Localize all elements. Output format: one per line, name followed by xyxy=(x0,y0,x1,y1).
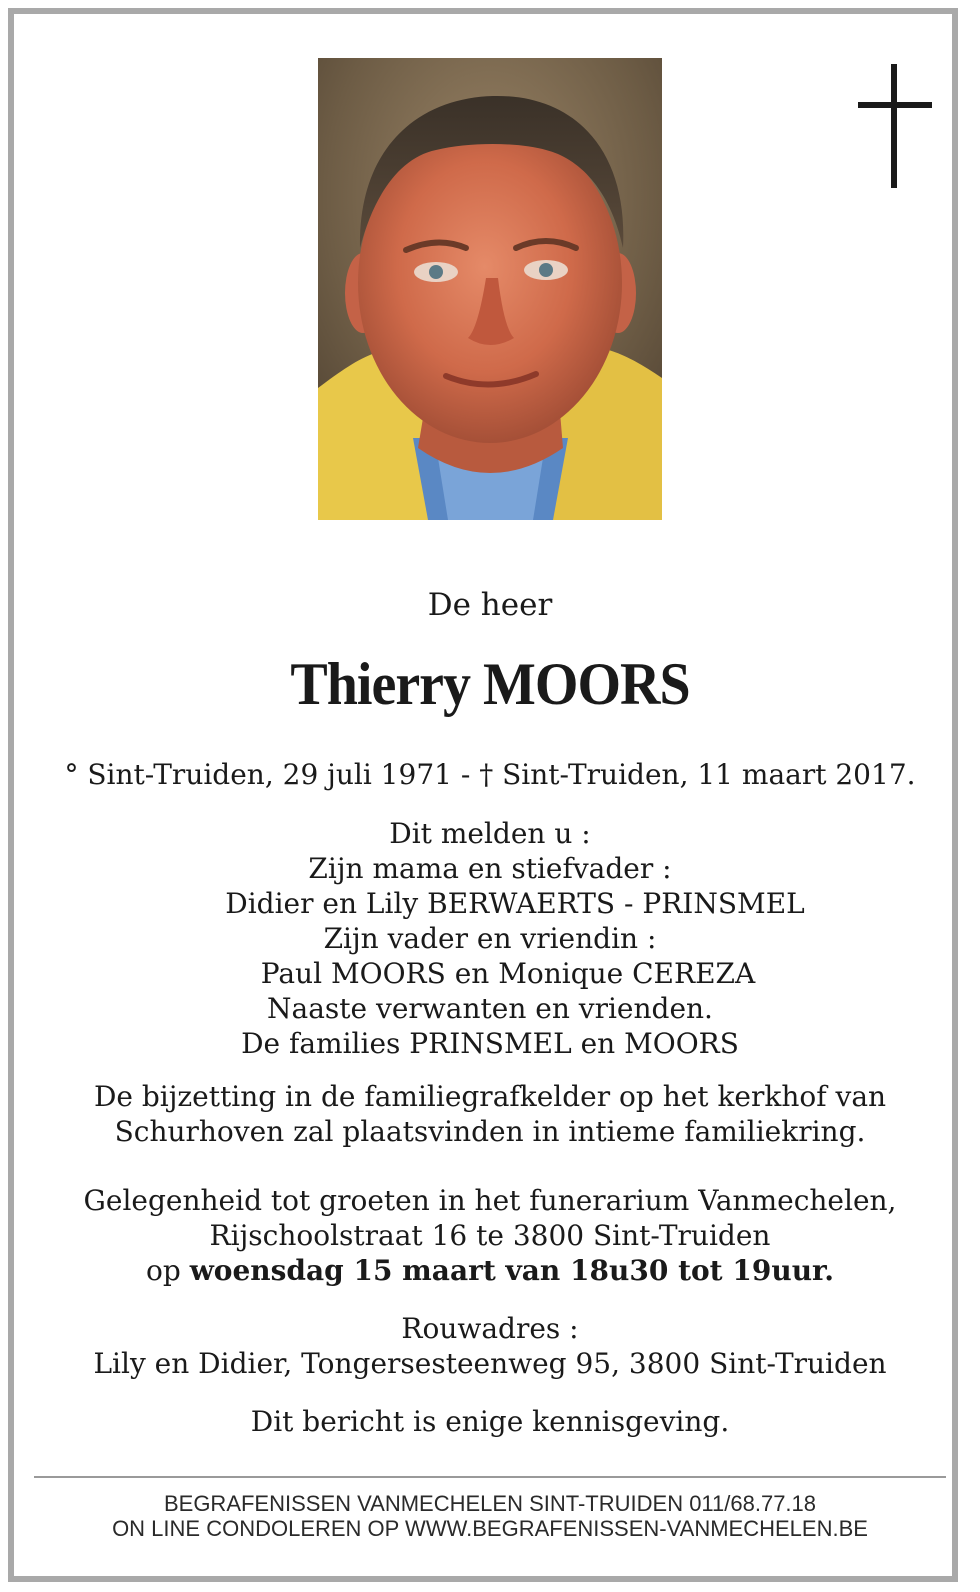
honorific-title: De heer xyxy=(427,587,553,623)
family-line: Didier en Lily BERWAERTS - PRINSMEL xyxy=(225,887,805,920)
mourning-address: Lily en Didier, Tongersesteenweg 95, 3800 Sint-Truiden xyxy=(93,1347,887,1380)
footer-divider xyxy=(34,1476,946,1478)
announcement-intro: Dit melden u : xyxy=(389,817,591,850)
family-line: Naaste verwanten en vrienden. xyxy=(267,992,713,1025)
mourning-address-label: Rouwadres : xyxy=(401,1312,579,1345)
funeral-home-contact: BEGRAFENISSEN VANMECHELEN SINT-TRUIDEN 011/68.77.18 xyxy=(163,1491,817,1516)
visitation-prefix: op xyxy=(146,1254,181,1287)
visitation-datetime xyxy=(0,1254,980,1287)
visitation-line: Gelegenheid tot groeten in het funerarium Vanmechelen, xyxy=(83,1184,897,1217)
birth-death-dates: ° Sint-Truiden, 29 juli 1971 - † Sint-Truiden, 11 maart 2017. xyxy=(64,758,916,791)
burial-text-line: Schurhoven zal plaatsvinden in intieme familiekring. xyxy=(114,1115,866,1148)
online-condolence-url: ON LINE CONDOLEREN OP WWW.BEGRAFENISSEN-VANMECHELEN.BE xyxy=(112,1516,868,1541)
visitation-address: Rijschoolstraat 16 te 3800 Sint-Truiden xyxy=(209,1219,771,1252)
latin-cross-icon xyxy=(858,64,932,188)
family-line: De families PRINSMEL en MOORS xyxy=(241,1027,739,1060)
family-line: Zijn mama en stiefvader : xyxy=(308,852,672,885)
visitation-date-bold: woensdag 15 maart van 18u30 tot 19uur. xyxy=(189,1254,834,1287)
portrait-photo xyxy=(318,58,662,520)
burial-text-line: De bijzetting in de familiegrafkelder op het kerkhof van xyxy=(93,1080,887,1113)
closing-statement: Dit bericht is enige kennisgeving. xyxy=(250,1405,730,1438)
family-line: Zijn vader en vriendin : xyxy=(323,922,657,955)
deceased-name: Thierry MOORS xyxy=(290,651,690,719)
family-line: Paul MOORS en Monique CEREZA xyxy=(260,957,756,990)
